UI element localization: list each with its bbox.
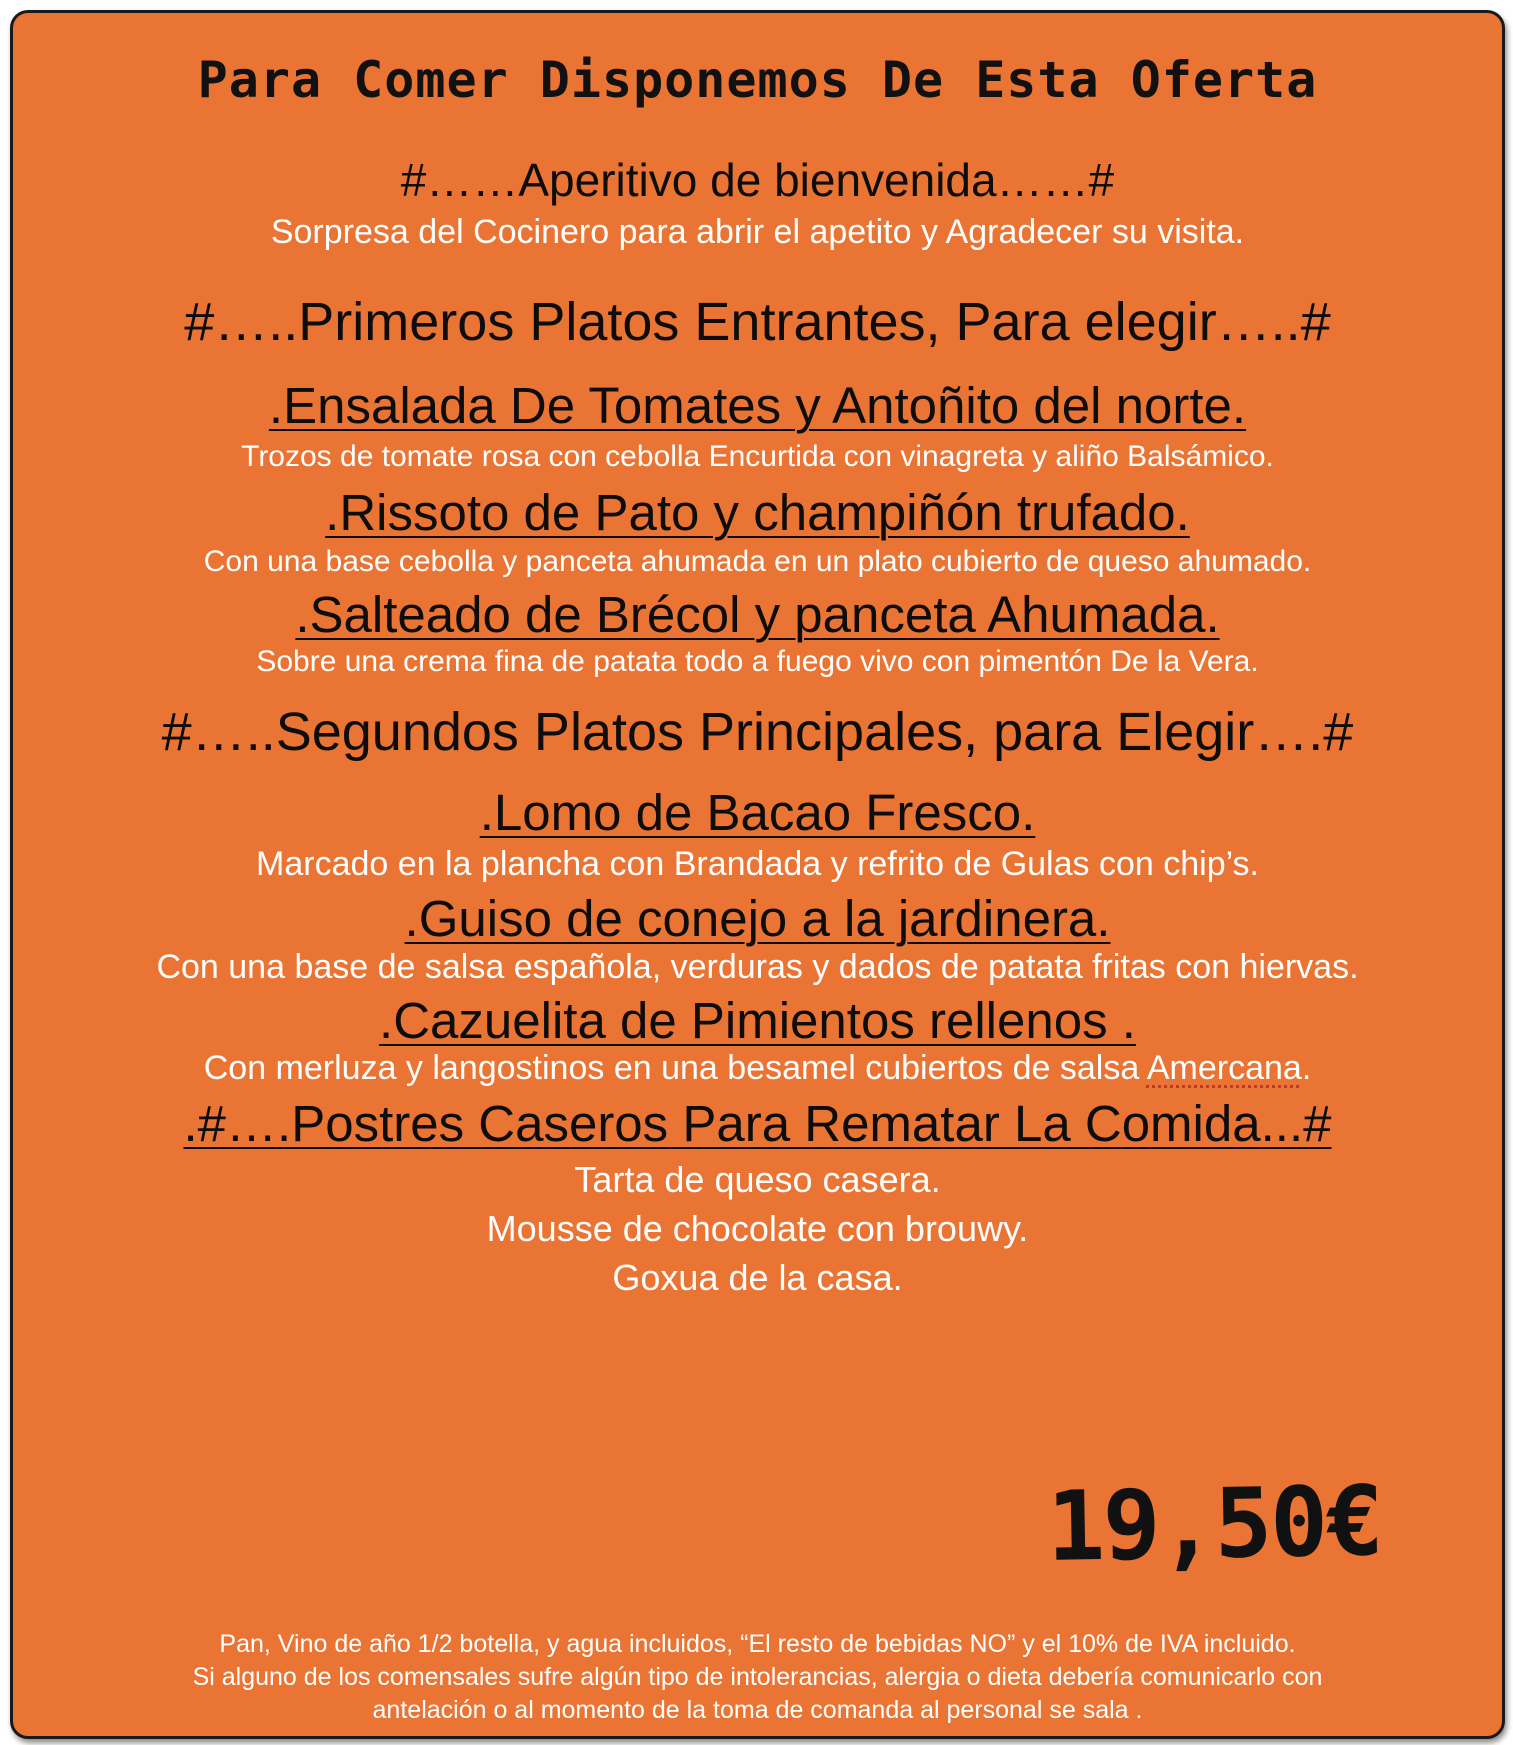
dessert-item: Mousse de chocolate con brouwy. bbox=[486, 1208, 1029, 1249]
starter-item-name: .Ensalada De Tomates y Antoñito del norte. bbox=[268, 377, 1247, 434]
main-item-name: .Lomo de Bacao Fresco. bbox=[479, 784, 1036, 841]
mains-heading: #…..Segundos Platos Principales, para Elegir….# bbox=[161, 702, 1354, 762]
main-item-description: Con una base de salsa española, verduras y dados de patata fritas con hiervas. bbox=[156, 948, 1359, 986]
description-text: . bbox=[1301, 1049, 1312, 1087]
welcome-heading: #……Aperitivo de bienvenida……# bbox=[400, 154, 1115, 206]
starter-item-description: Trozos de tomate rosa con cebolla Encurtida con vinagreta y aliño Balsámico. bbox=[241, 440, 1274, 473]
main-item-description: Marcado en la plancha con Brandada y refrito de Gulas con chip’s. bbox=[256, 845, 1259, 883]
starter-item-name: .Rissoto de Pato y champiñón trufado. bbox=[325, 484, 1190, 541]
main-item-description bbox=[13, 1049, 1502, 1088]
dessert-item: Goxua de la casa. bbox=[612, 1257, 903, 1298]
spellcheck-flagged-word[interactable]: Amercana bbox=[1146, 1049, 1302, 1087]
welcome-description: Sorpresa del Cocinero para abrir el apetito y Agradecer su visita. bbox=[270, 213, 1245, 251]
starter-item-description: Sobre una crema fina de patata todo a fuego vivo con pimentón De la Vera. bbox=[256, 645, 1259, 678]
starters-heading: #…..Primeros Platos Entrantes, Para elegir…..# bbox=[184, 292, 1331, 352]
description-text: Con merluza y langostinos en una besamel cubiertos de salsa bbox=[203, 1049, 1147, 1087]
dessert-item: Tarta de queso casera. bbox=[574, 1159, 941, 1200]
starter-item-name: .Salteado de Brécol y panceta Ahumada. bbox=[295, 586, 1220, 643]
price: 19,50€ bbox=[1046, 1465, 1383, 1583]
menu-card bbox=[10, 10, 1505, 1739]
footer-note: Si alguno de los comensales sufre algún tipo de intolerancias, alergia o dieta debería comunicarlo con bbox=[192, 1663, 1323, 1691]
main-item-name: .Cazuelita de Pimientos rellenos . bbox=[379, 992, 1136, 1049]
footer-note: antelación o al momento de la toma de comanda al personal se sala . bbox=[372, 1696, 1143, 1724]
starter-item-description: Con una base cebolla y panceta ahumada en un plato cubierto de queso ahumado. bbox=[203, 545, 1312, 578]
menu-title: Para Comer Disponemos De Esta Oferta bbox=[197, 51, 1318, 109]
footer-note: Pan, Vino de año 1/2 botella, y agua incluidos, “El resto de bebidas NO” y el 10% de IVA incluido. bbox=[219, 1630, 1296, 1658]
desserts-heading: .#….Postres Caseros Para Rematar La Comida...# bbox=[183, 1095, 1332, 1152]
main-item-name: .Guiso de conejo a la jardinera. bbox=[404, 890, 1111, 947]
